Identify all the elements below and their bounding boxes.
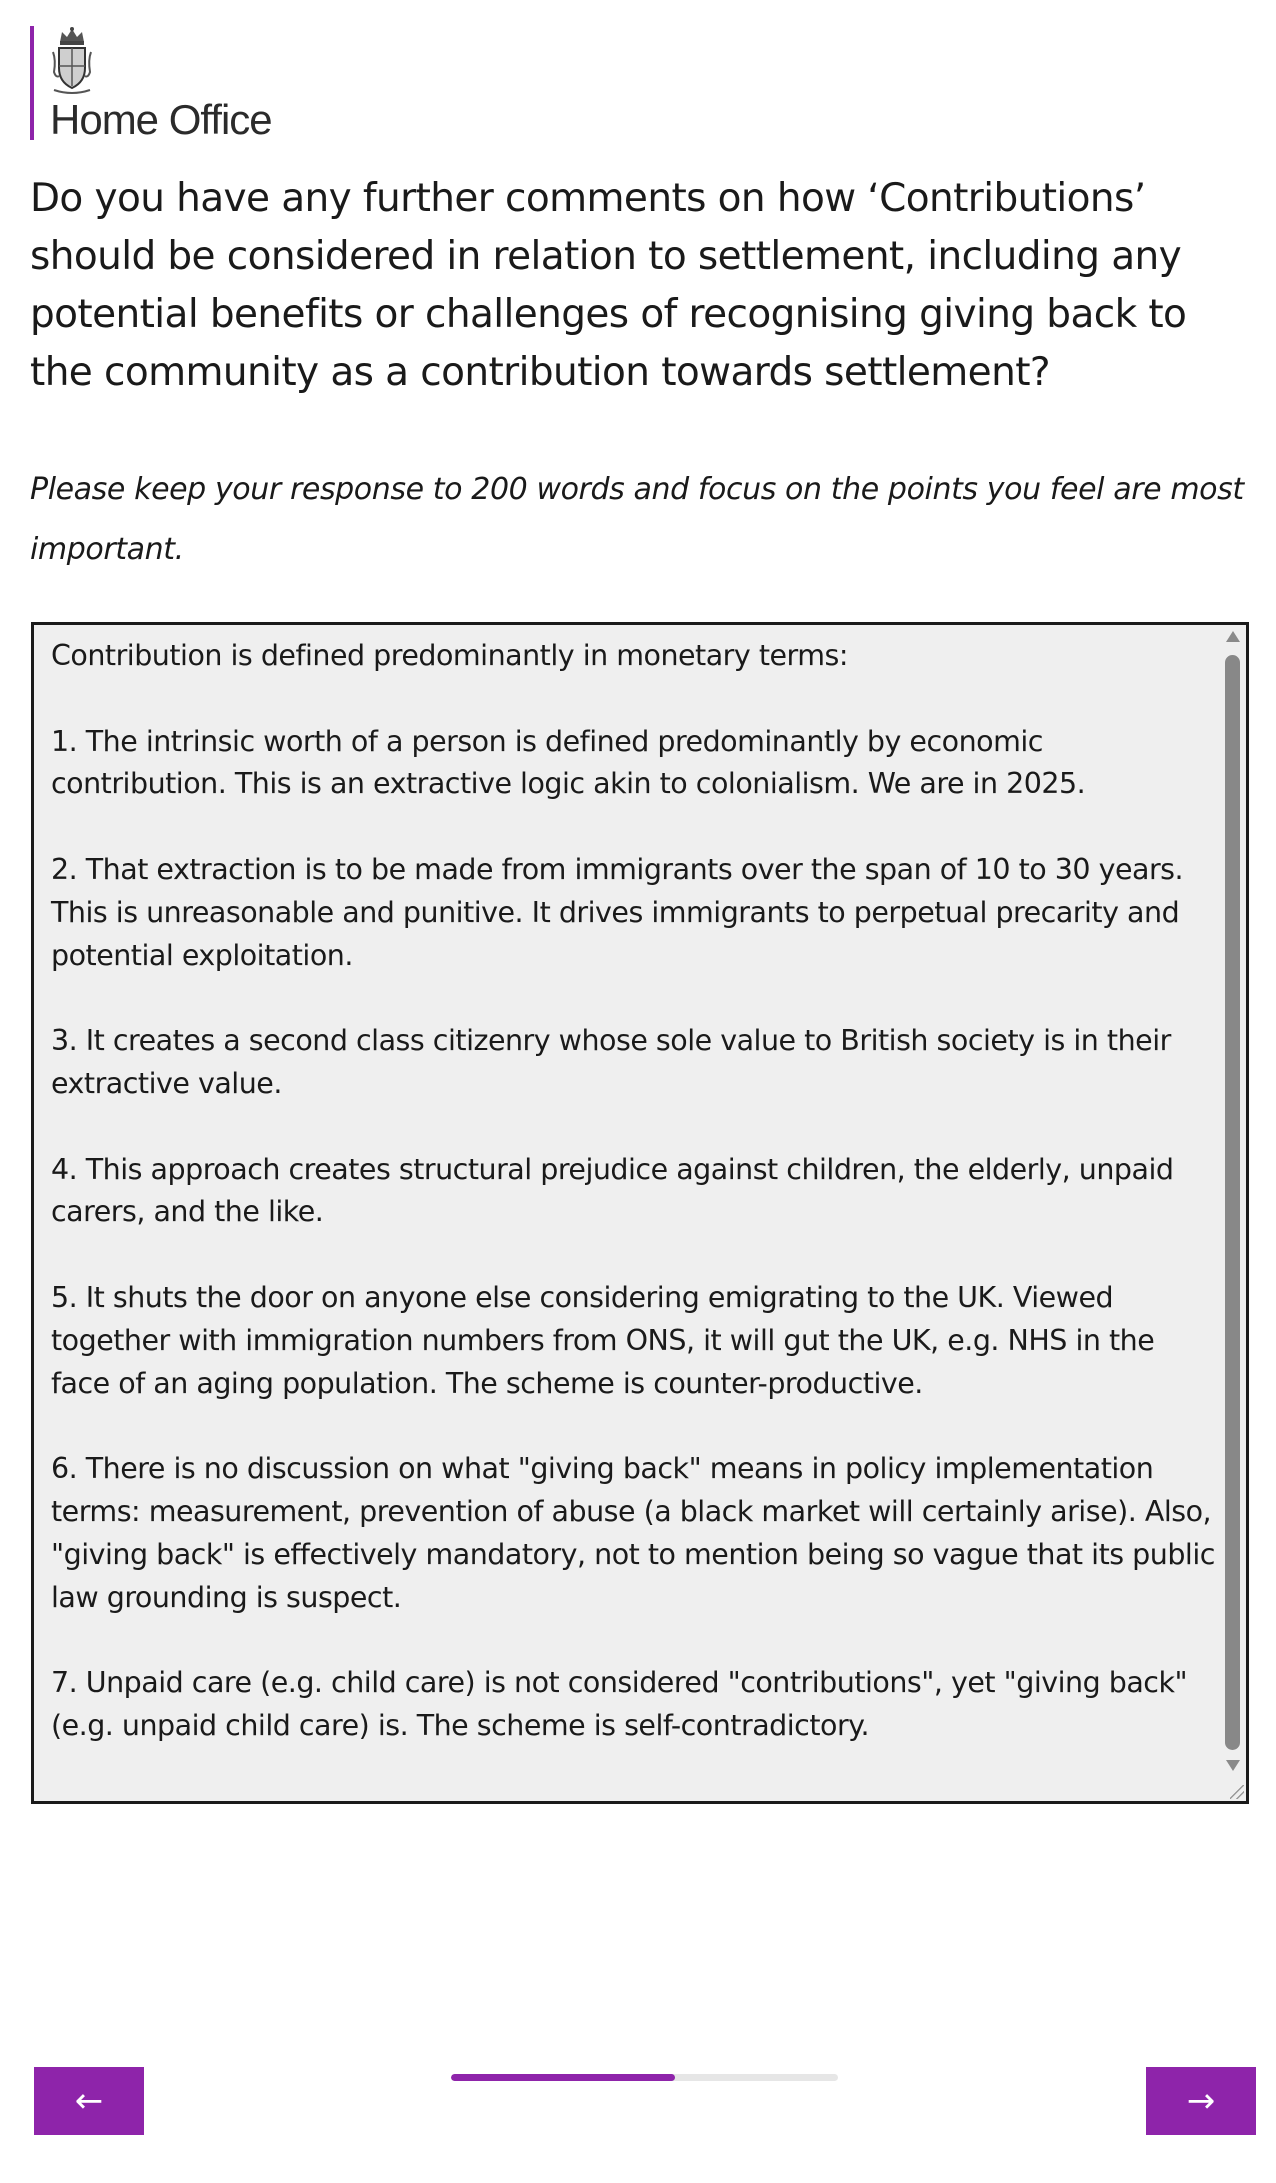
next-button[interactable]: → — [1146, 2067, 1256, 2135]
scroll-down-arrow-icon[interactable] — [1226, 1760, 1240, 1771]
previous-button[interactable]: ← — [34, 2067, 144, 2135]
department-name: Home Office — [50, 96, 272, 143]
progress-bar-fill — [451, 2074, 675, 2081]
royal-crest-icon — [50, 26, 94, 96]
question-hint: Please keep your response to 200 words and focus on the points you feel are most important. — [30, 472, 1244, 567]
response-text[interactable]: Contribution is defined predominantly in monetary terms: 1. The intrinsic worth of a person is defined predominantly by economic contribution. This is an extractive logic akin to colonialism. We are in 2025. 2. That extraction is to be made from immigrants over the span of 10 to 30 years. This is unreasonable and punitive. It drives immigrants to perpetual precarity and potential exploitation. 3. It creates a second class citizenry whose sole value to British society is in their extractive value. 4. This approach creates structural prejudice against children, the elderly, unpaid carers, and the like. 5. It shuts the door on anyone else considering emigrating to the UK. Viewed together with immigration numbers from ONS, it will gut the UK, e.g. NHS in the face of an aging population. The scheme is counter-productive. 6. There is no discussion on what "giving back" means in policy implementation terms: measurement, prevention of abuse (a black market will certainly arise). Also, "giving back" is effectively mandatory, not to mention being so vague that its public law grounding is suspect. 7. Unpaid care (e.g. child care) is not considered "contributions", yet "giving back" (e.g. unpaid child care) is. The scheme is self-contradictory. — [51, 639, 1215, 1742]
home-office-logo — [30, 26, 350, 143]
scroll-up-arrow-icon[interactable] — [1226, 631, 1240, 642]
progress-bar — [451, 2074, 838, 2081]
textarea-scrollbar[interactable] — [1220, 625, 1246, 1801]
resize-grip-icon[interactable] — [1230, 1785, 1244, 1799]
scrollbar-thumb[interactable] — [1225, 655, 1240, 1750]
question-title: Do you have any further comments on how ‘Contributions’ should be considered in relation to settlement, including any potential benefits or challenges of recognising giving back to the community as a contribution towards settlement? — [30, 176, 1187, 395]
response-textarea[interactable] — [31, 622, 1249, 1804]
